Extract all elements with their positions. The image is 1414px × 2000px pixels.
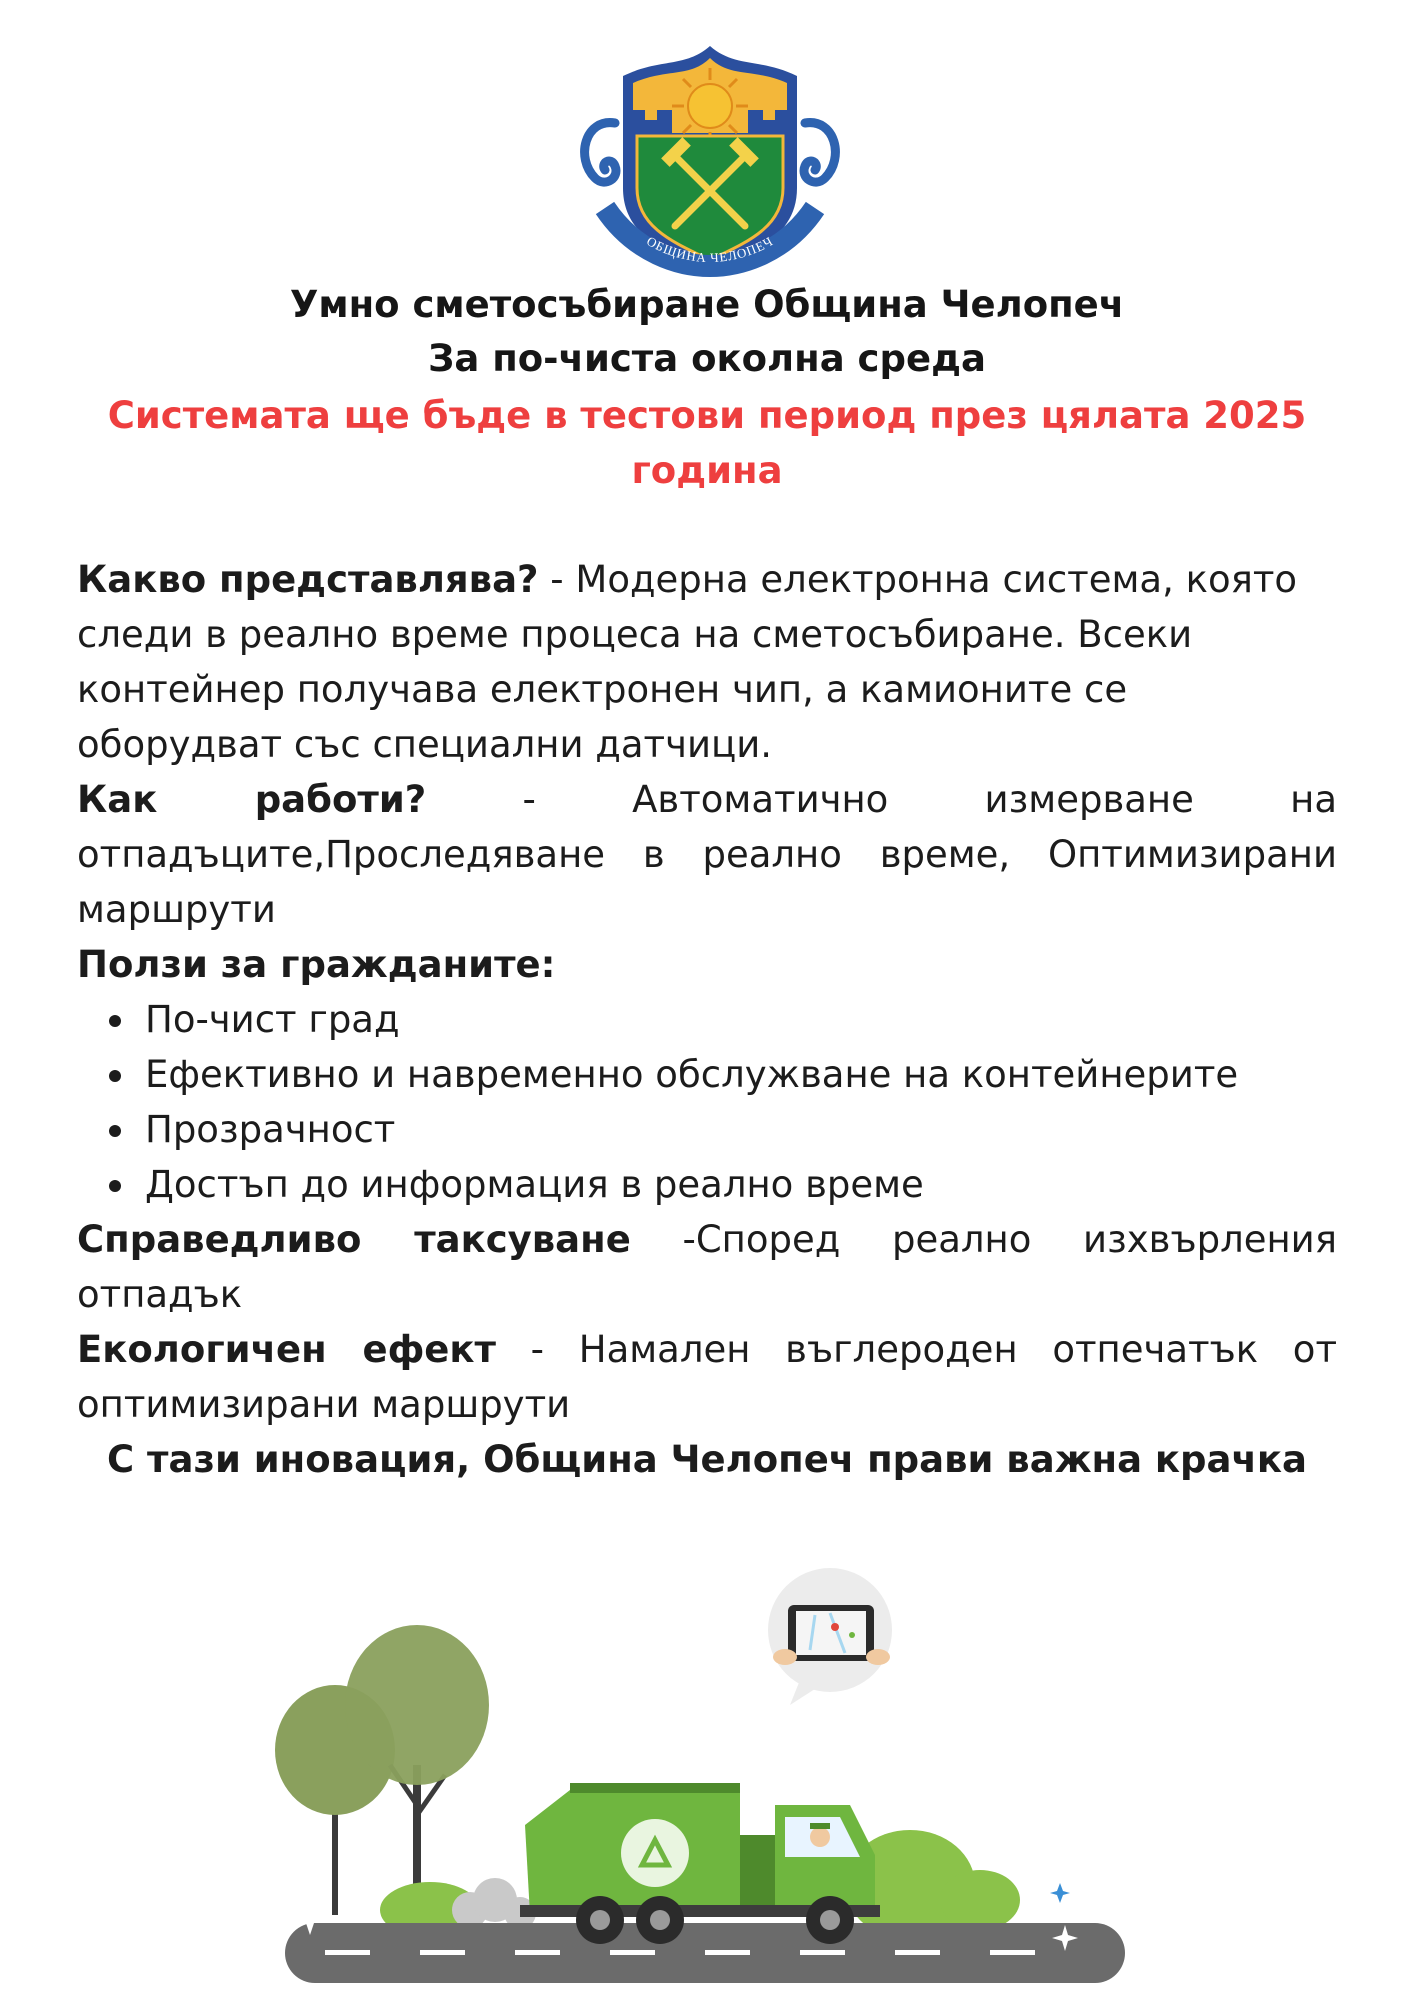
municipality-crest xyxy=(575,38,845,278)
benefits-heading-text: Ползи за гражданите: xyxy=(77,943,556,986)
section-what xyxy=(77,552,1337,772)
section-fair-heading: Справедливо таксуване xyxy=(77,1218,631,1261)
wheel-icon xyxy=(636,1896,684,1944)
section-how xyxy=(77,772,1337,937)
crest-ribbon-text: ОБЩИНА ЧЕЛОПЕЧ xyxy=(644,233,776,266)
ribbon-left-scroll xyxy=(585,123,616,183)
list-item: Прозрачност xyxy=(145,1102,1337,1157)
garbage-truck-illustration xyxy=(270,1565,1130,1985)
exhaust-smoke xyxy=(452,1878,536,1929)
page-subtitle: За по-чиста околна среда xyxy=(428,337,986,380)
section-what-text: - Модерна електронна система, която следи в реално време процеса на сметосъбиране. Всеки контейнер получава електронен чип, а камионите се оборудват със специални датчици. xyxy=(77,558,1298,766)
title-block xyxy=(60,278,1354,498)
closing-statement: С тази иновация, Община Челопеч прави важна крачка xyxy=(107,1438,1307,1481)
tablet-map-icon xyxy=(768,1568,892,1705)
list-item: Достъп до информация в реално време xyxy=(145,1157,1337,1212)
benefits-list xyxy=(77,992,1337,1212)
list-item: Ефективно и навременно обслужване на контейнерите xyxy=(145,1047,1337,1102)
wheel-icon xyxy=(806,1896,854,1944)
section-benefits-heading xyxy=(77,937,1337,992)
section-eco-heading: Екологичен ефект xyxy=(77,1328,496,1371)
bush-icon xyxy=(940,1870,1020,1930)
page-title: Умно сметосъбиране Община Челопеч xyxy=(289,283,1125,326)
wheel-icon xyxy=(576,1896,624,1944)
list-item: По-чист град xyxy=(145,992,1337,1047)
section-how-text: - Автоматично измерване на отпадъците,Проследяване в реално време, Оптимизирани маршрути xyxy=(77,778,1337,931)
section-fair-text: -Според реално изхвърления отпадък xyxy=(77,1218,1337,1316)
section-how-heading: Как работи? xyxy=(77,778,427,821)
sparkle-icon xyxy=(1050,1883,1070,1903)
section-what-heading: Какво представлява? xyxy=(77,558,539,601)
section-eco xyxy=(77,1322,1337,1432)
ribbon-right-scroll xyxy=(804,123,835,183)
body-text xyxy=(77,552,1337,1487)
section-fair xyxy=(77,1212,1337,1322)
test-period-notice: Системата ще бъде в тестови период през цялата 2025 година xyxy=(107,394,1307,492)
section-eco-text: - Намален въглероден отпечатък от оптимизирани маршрути xyxy=(77,1328,1337,1426)
